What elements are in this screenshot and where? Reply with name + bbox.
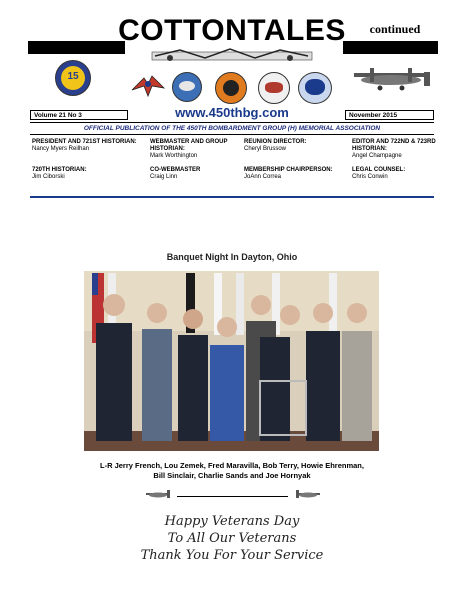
roster-role: WEBMASTER AND GROUP HISTORIAN: [150,139,228,152]
roster-role: PRESIDENT AND 721ST HISTORIAN: [32,139,137,145]
fifteenth-air-force-badge [55,60,91,96]
greeting-line2: To All Our Veterans [167,531,297,546]
roster-role: 720TH HISTORIAN: [32,167,87,173]
volume-box: Volume 21 No 3 [30,110,128,120]
squadron-insignia-723rd [298,72,332,104]
footer-divider [177,496,288,497]
banner-illustration [150,44,315,66]
publication-statement: OFFICIAL PUBLICATION OF THE 450TH BOMBARDMENT GROUP (H) MEMORIAL ASSOCIATION [83,125,381,132]
roster-entry [244,139,339,153]
banquet-group-photo [84,271,379,451]
roster-role: LEGAL COUNSEL: [352,167,406,173]
newsletter-title: COTTONTALES [118,14,346,47]
header-rule-top [30,122,434,123]
greeting-line1: Happy Veterans Day [164,514,300,529]
greeting-line3: Thank You For Your Service [140,548,324,563]
roster-name: Angel Champagne [352,153,402,159]
roster-name: JoAnn Correa [244,174,282,180]
roster-name: Craig Linn [150,174,178,180]
photo-caption-line1: L-R Jerry French, Lou Zemek, Fred Maravilla, Bob Terry, Howie Ehrenman, [100,461,364,470]
roster-name: Cheryl Brussow [244,146,287,152]
roster-name: Jim Ciborski [32,174,65,180]
roster-entry [352,139,437,160]
squadron-insignia-eagle [130,70,166,102]
roster-name: Chris Conwin [352,174,388,180]
roster-entry [32,139,142,153]
roster-role: REUNION DIRECTOR: [244,139,307,145]
photo-caption-line2: Bill Sinclair, Charlie Sands and Joe Hornyak [153,471,311,480]
squadron-insignia-720th [172,72,202,102]
roster-entry [32,167,142,181]
roster-entry [150,139,240,160]
roster-role: EDITOR AND 722ND & 723RD HISTORIAN: [352,139,436,152]
section-divider [30,196,434,198]
roster-name: Nancy Myers Reilhan [32,146,90,152]
article-heading: Banquet Night In Dayton, Ohio [166,252,298,262]
roster-role: CO-WEBMASTER [150,167,201,173]
squadron-insignia-721st [215,72,247,104]
roster-entry [244,167,344,181]
roster-entry [150,167,240,181]
left-plane-icon [145,487,171,501]
roster-name: Mark Worthington [150,153,198,159]
right-plane-icon [295,487,321,501]
date-box: November 2015 [345,110,434,120]
b24-bomber-icon [350,58,432,98]
header-rule-bottom [30,134,434,135]
badge-number: 15 [67,71,79,82]
continued-label: continued [369,22,421,36]
squadron-insignia-722nd [258,72,290,104]
website-link[interactable]: www.450thbg.com [175,105,289,120]
roster-role: MEMBERSHIP CHAIRPERSON: [244,167,333,173]
roster-entry [352,167,437,181]
